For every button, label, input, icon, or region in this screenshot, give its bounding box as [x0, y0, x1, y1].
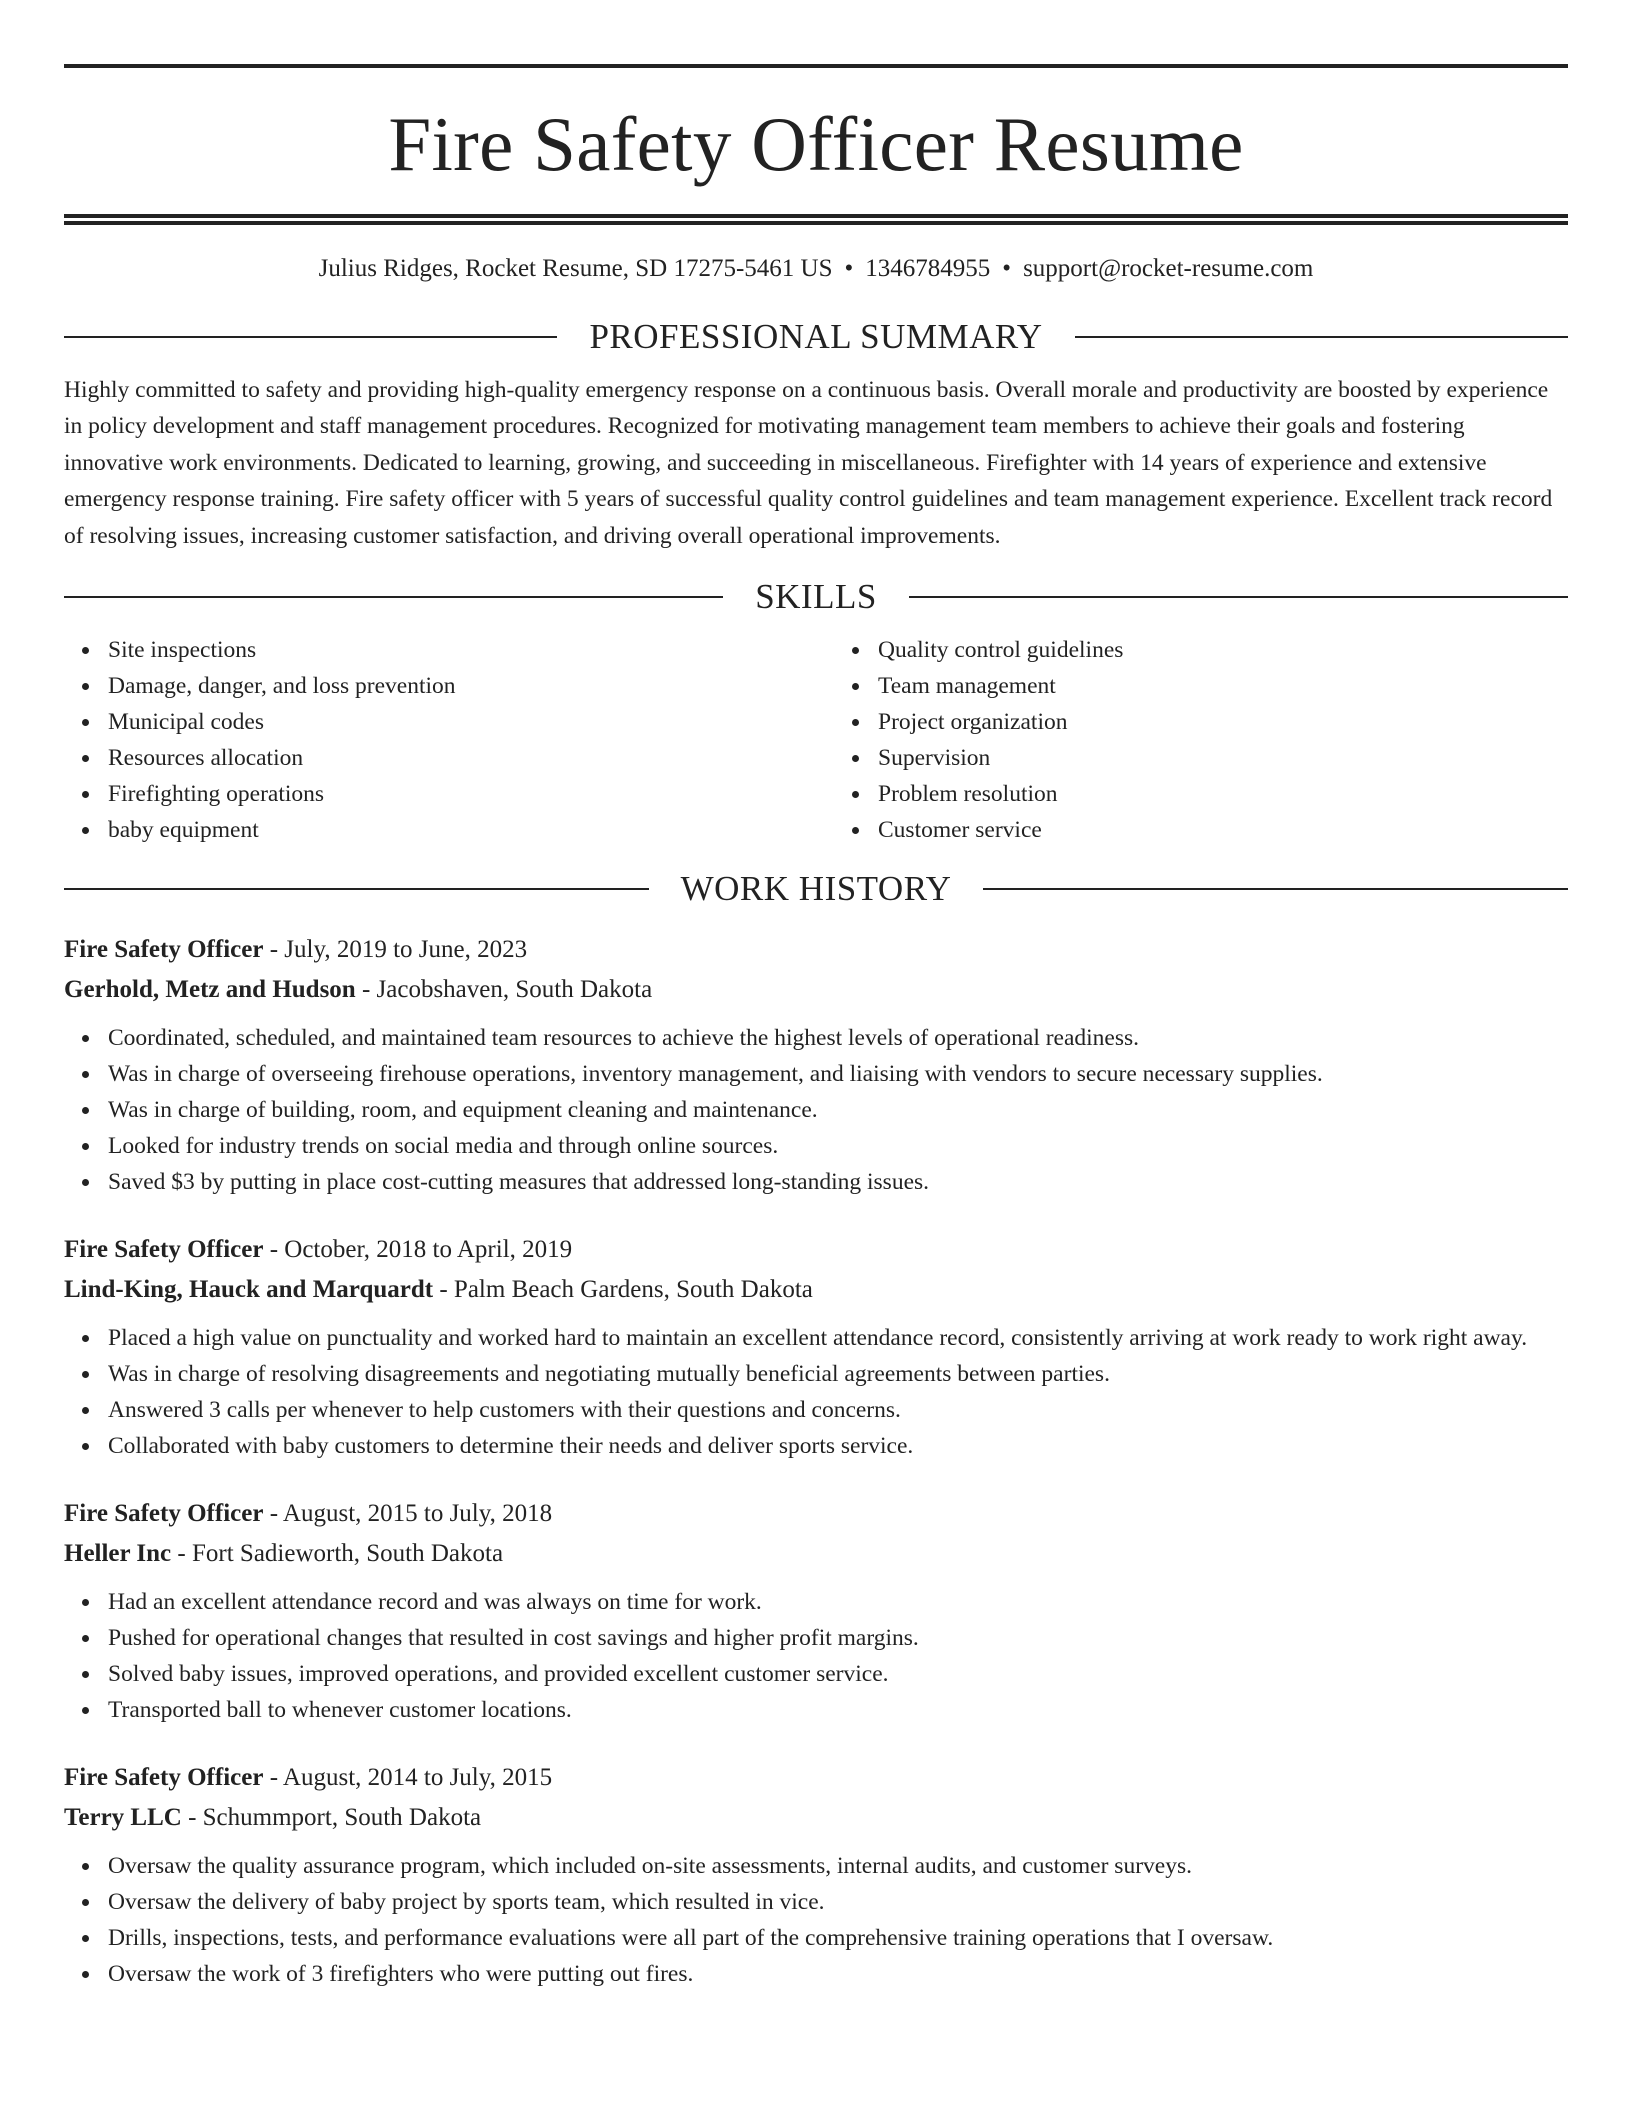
- skill-item: Team management: [878, 668, 1568, 704]
- job-entry: [64, 1230, 1568, 1464]
- skills-section-header: [64, 576, 1568, 618]
- contact-address: Julius Ridges, Rocket Resume, SD 17275-5461 US: [318, 255, 833, 282]
- summary-section-header: [64, 316, 1568, 358]
- job-bullet: Had an excellent attendance record and was always on time for work.: [108, 1584, 1568, 1620]
- job-bullet: Answered 3 calls per whenever to help customers with their questions and concerns.: [108, 1392, 1568, 1428]
- job-title-line: Fire Safety Officer - October, 2018 to April, 2019: [64, 1236, 573, 1263]
- skill-item: Project organization: [878, 704, 1568, 740]
- section-rule-right: [1075, 336, 1568, 338]
- contact-line: [64, 253, 1568, 286]
- title-double-rule: [64, 214, 1568, 225]
- skill-item: Quality control guidelines: [878, 632, 1568, 668]
- contact-separator: •: [1002, 255, 1012, 282]
- job-dates: August, 2014 to July, 2015: [282, 1764, 553, 1791]
- job-bullet: Oversaw the delivery of baby project by sports team, which resulted in vice.: [108, 1884, 1568, 1920]
- job-bullet: Coordinated, scheduled, and maintained team resources to achieve the highest levels of operational readiness.: [108, 1020, 1568, 1056]
- job-bullet: Oversaw the work of 3 firefighters who were putting out fires.: [108, 1956, 1568, 1992]
- job-company: Heller Inc: [64, 1540, 172, 1567]
- job-location: Palm Beach Gardens, South Dakota: [453, 1276, 813, 1303]
- job-title: Fire Safety Officer: [64, 1236, 264, 1263]
- job-dates: August, 2015 to July, 2018: [282, 1500, 553, 1527]
- skills-list-right: [798, 632, 1568, 848]
- skill-item: Problem resolution: [878, 776, 1568, 812]
- contact-separator: •: [844, 255, 854, 282]
- contact-email: support@rocket-resume.com: [1023, 255, 1314, 282]
- job-title: Fire Safety Officer: [64, 936, 264, 963]
- section-rule-left: [64, 596, 723, 598]
- top-rule: [64, 64, 1568, 68]
- job-bullet: Oversaw the quality assurance program, which included on-site assessments, internal audits, and customer surveys.: [108, 1848, 1568, 1884]
- skill-item: Supervision: [878, 740, 1568, 776]
- job-company: Gerhold, Metz and Hudson: [64, 976, 356, 1003]
- job-dates: July, 2019 to June, 2023: [284, 936, 528, 963]
- job-bullets: [64, 1584, 1568, 1728]
- job-title-line: Fire Safety Officer - August, 2015 to July, 2018: [64, 1500, 553, 1527]
- job-title-line: Fire Safety Officer - July, 2019 to June, 2023: [64, 936, 528, 963]
- skill-item: Firefighting operations: [108, 776, 798, 812]
- job-company: Terry LLC: [64, 1804, 182, 1831]
- job-bullet: Was in charge of overseeing firehouse operations, inventory management, and liaising with vendors to secure necessary supplies.: [108, 1056, 1568, 1092]
- skill-item: Site inspections: [108, 632, 798, 668]
- summary-text: Highly committed to safety and providing high-quality emergency response on a continuous basis. Overall morale and productivity are boosted by experience in policy development and staff management procedures. Recognized for motivating management team members to achieve their goals and fostering innovative work environments. Dedicated to learning, growing, and succeeding in miscellaneous. Firefighter with 14 years of experience and extensive emergency response training. Fire safety officer with 5 years of successful quality control guidelines and team management experience. Excellent track record of resolving issues, increasing customer satisfaction, and driving overall operational improvements.: [64, 376, 1553, 549]
- section-rule-right: [909, 596, 1568, 598]
- job-entry: [64, 1758, 1568, 1992]
- section-rule-right: [983, 888, 1568, 890]
- job-bullet: Pushed for operational changes that resulted in cost savings and higher profit margins.: [108, 1620, 1568, 1656]
- work-section-header: [64, 868, 1568, 910]
- job-dates: October, 2018 to April, 2019: [284, 1236, 573, 1263]
- job-bullets: [64, 1848, 1568, 1992]
- skill-item: Municipal codes: [108, 704, 798, 740]
- job-company-line: Heller Inc - Fort Sadieworth, South Dakota: [64, 1540, 504, 1567]
- job-entry: [64, 1494, 1568, 1728]
- job-entry: [64, 930, 1568, 1200]
- job-bullet: Was in charge of resolving disagreements and negotiating mutually beneficial agreements between parties.: [108, 1356, 1568, 1392]
- job-location: Schummport, South Dakota: [202, 1804, 482, 1831]
- skills-columns: [64, 632, 1568, 848]
- section-rule-left: [64, 888, 649, 890]
- summary-heading: PROFESSIONAL SUMMARY: [589, 316, 1043, 356]
- contact-phone: 1346784955: [865, 255, 991, 282]
- job-company-line: Terry LLC - Schummport, South Dakota: [64, 1804, 482, 1831]
- job-location: Fort Sadieworth, South Dakota: [191, 1540, 504, 1567]
- skill-item: Customer service: [878, 812, 1568, 848]
- job-bullets: [64, 1320, 1568, 1464]
- job-location: Jacobshaven, South Dakota: [376, 976, 653, 1003]
- job-title-line: Fire Safety Officer - August, 2014 to July, 2015: [64, 1764, 553, 1791]
- job-title: Fire Safety Officer: [64, 1764, 264, 1791]
- job-bullet: Placed a high value on punctuality and worked hard to maintain an excellent attendance record, consistently arriving at work ready to work right away.: [108, 1320, 1568, 1356]
- skills-heading: SKILLS: [755, 577, 877, 616]
- job-company-line: Lind-King, Hauck and Marquardt - Palm Beach Gardens, South Dakota: [64, 1276, 813, 1303]
- job-bullet: Collaborated with baby customers to determine their needs and deliver sports service.: [108, 1428, 1568, 1464]
- skills-list-left: [64, 632, 798, 848]
- job-bullets: [64, 1020, 1568, 1200]
- work-heading: WORK HISTORY: [680, 869, 952, 908]
- job-company-line: Gerhold, Metz and Hudson - Jacobshaven, South Dakota: [64, 976, 653, 1003]
- section-rule-left: [64, 336, 557, 338]
- job-bullet: Solved baby issues, improved operations, and provided excellent customer service.: [108, 1656, 1568, 1692]
- skill-item: Damage, danger, and loss prevention: [108, 668, 798, 704]
- job-bullet: Transported ball to whenever customer locations.: [108, 1692, 1568, 1728]
- skill-item: baby equipment: [108, 812, 798, 848]
- job-company: Lind-King, Hauck and Marquardt: [64, 1276, 434, 1303]
- job-bullet: Looked for industry trends on social media and through online sources.: [108, 1128, 1568, 1164]
- job-bullet: Was in charge of building, room, and equipment cleaning and maintenance.: [108, 1092, 1568, 1128]
- resume-title: Fire Safety Officer Resume: [388, 101, 1244, 187]
- job-bullet: Saved $3 by putting in place cost-cutting measures that addressed long-standing issues.: [108, 1164, 1568, 1200]
- job-bullet: Drills, inspections, tests, and performance evaluations were all part of the comprehensive training operations that I oversaw.: [108, 1920, 1568, 1956]
- job-title: Fire Safety Officer: [64, 1500, 264, 1527]
- skill-item: Resources allocation: [108, 740, 798, 776]
